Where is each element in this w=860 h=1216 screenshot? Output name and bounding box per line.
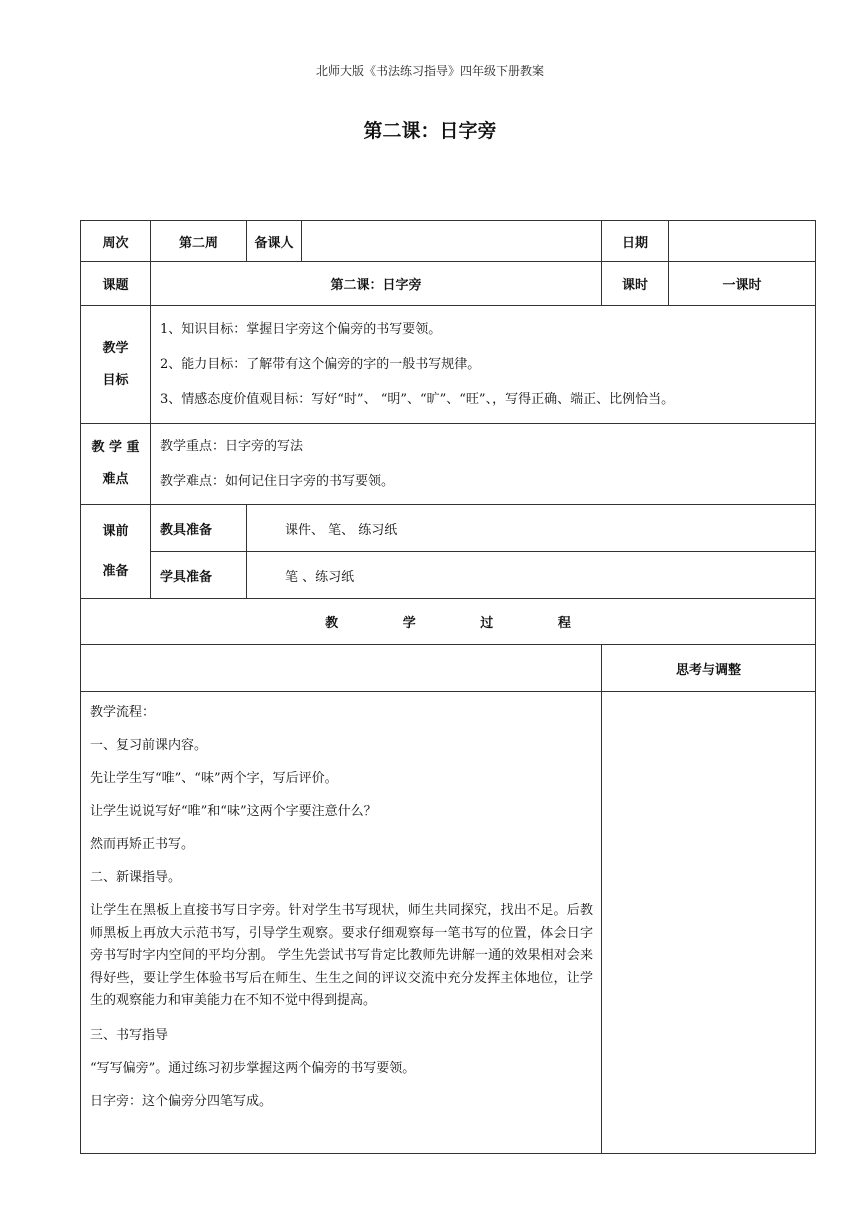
process-paragraph: 一、复习前课内容。 xyxy=(90,738,208,753)
date-value xyxy=(669,221,816,262)
preparation-label xyxy=(81,505,151,599)
process-header-row xyxy=(81,645,816,692)
process-title-char: 过 xyxy=(480,616,494,631)
teacher-tools-label: 教具准备 xyxy=(151,505,247,552)
process-title xyxy=(81,599,816,645)
process-paragraph: 让学生说说写好“唯”和“味”这两个字要注意什么？ xyxy=(90,804,377,819)
process-content xyxy=(81,692,602,1154)
preparation-label-line1: 课前 xyxy=(102,523,129,539)
page-title: 第二课：日字旁 xyxy=(363,120,497,142)
key-points-label xyxy=(81,424,151,505)
process-paragraph: 二、新课指导。 xyxy=(90,870,182,885)
objectives-content xyxy=(151,306,816,424)
preparer-value xyxy=(302,221,602,262)
hours-label: 课时 xyxy=(602,262,669,306)
date-label: 日期 xyxy=(602,221,669,262)
process-paragraph: 让学生在黑板上直接书写日字旁。针对学生书写现状，师生共同探究，找出不足。后教师黑板上再放大示范书写，引导学生观察。要求仔细观察每一笔书写的位置，体会日字旁书写时字内空间的平均分割。 学生先尝试书写肯定比教师先讲解一通的效果相对会来得好些，要让学生体验书写后在师生、生生之间的评议交流中充分发挥主体地位，让学生的观察能力和审美能力在不知不觉中得到提高。 xyxy=(90,903,593,1008)
week-value: 第二周 xyxy=(151,221,247,262)
process-paragraph: “写写偏旁”。通过练习初步掌握这两个偏旁的书写要领。 xyxy=(90,1060,416,1076)
objectives-label-line2: 目标 xyxy=(102,372,129,388)
process-header-empty xyxy=(81,645,602,692)
preparer-label: 备课人 xyxy=(247,221,302,262)
objectives-label-line1: 教学 xyxy=(102,340,129,356)
key-point-item: 教学难点：如何记住日字旁的书写要领。 xyxy=(160,474,395,489)
process-title-char: 程 xyxy=(557,616,571,631)
objective-item: 2、能力目标：了解带有这个偏旁的字的一般书写规律。 xyxy=(160,357,481,372)
student-tools-value: 笔 、练习纸 xyxy=(247,552,816,599)
objectives-label xyxy=(81,306,151,424)
process-paragraph: 先让学生写“唯”、“味”两个字，写后评价。 xyxy=(90,771,338,786)
topic-value: 第二课：日字旁 xyxy=(151,262,602,306)
topic-label: 课题 xyxy=(81,262,151,306)
key-points-row xyxy=(81,424,816,505)
student-tools-label: 学具准备 xyxy=(151,552,247,599)
process-paragraph: 然而再矫正书写。 xyxy=(90,837,195,852)
reflection-content xyxy=(602,692,816,1154)
process-title-row xyxy=(81,599,816,645)
week-label: 周次 xyxy=(81,221,151,262)
objective-item: 3、情感态度价值观目标：写好“时”、 “明”、“旷”、“旺”、，写得正确、端正、比例恰当。 xyxy=(160,392,675,407)
process-title-char: 教 xyxy=(325,616,339,631)
process-paragraph: 三、书写指导 xyxy=(90,1027,169,1043)
process-paragraph: 日字旁：这个偏旁分四笔写成。 xyxy=(90,1093,273,1109)
key-points-content xyxy=(151,424,816,505)
info-row-2 xyxy=(81,262,816,306)
document-header: 北师大版《书法练习指导》四年级下册教案 xyxy=(315,64,544,78)
process-body-row xyxy=(81,692,816,1154)
lesson-plan-table xyxy=(80,220,816,1154)
objectives-row xyxy=(81,306,816,424)
process-title-char: 学 xyxy=(402,616,416,631)
teacher-tools-value: 课件、 笔、 练习纸 xyxy=(247,505,816,552)
key-points-label-line1: 教 学 重 xyxy=(91,440,140,455)
hours-value: 一课时 xyxy=(669,262,816,306)
preparation-row-student xyxy=(81,552,816,599)
info-row-1 xyxy=(81,221,816,262)
preparation-label-line2: 准备 xyxy=(102,563,129,579)
process-paragraph: 教学流程： xyxy=(90,705,156,720)
reflection-label: 思考与调整 xyxy=(602,645,816,692)
preparation-row-teacher xyxy=(81,505,816,552)
objective-item: 1、知识目标：掌握日字旁这个偏旁的书写要领。 xyxy=(160,322,442,337)
key-point-item: 教学重点：日字旁的写法 xyxy=(160,439,304,454)
key-points-label-line2: 难点 xyxy=(102,472,129,487)
